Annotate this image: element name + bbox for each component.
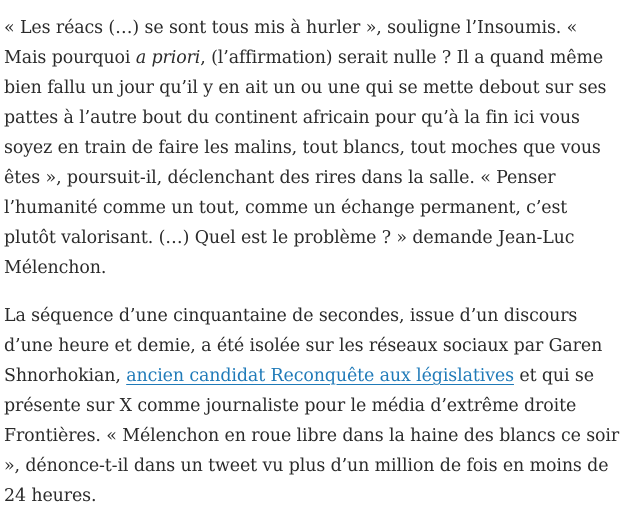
text-line: plutôt valorisant. (…) Quel est le problème ? » demande Jean-Luc — [4, 228, 575, 248]
text-line: d’une heure et demie, a été isolée sur les réseaux sociaux par Garen — [4, 336, 603, 356]
text-line: », dénonce-t-il dans un tweet vu plus d’un million de fois en moins de — [4, 456, 609, 476]
reconquete-candidate-link[interactable]: ancien candidat Reconquête aux législatives — [126, 366, 514, 386]
text-line — [4, 43, 626, 73]
text-line: l’humanité comme un tout, comme un échange permanent, c’est — [4, 198, 568, 218]
text-line: Frontières. « Mélenchon en roue libre dans la haine des blancs ce soir — [4, 426, 620, 446]
text-line: pattes à l’autre bout du continent africain pour qu’à la fin ici vous — [4, 108, 580, 128]
italic-phrase: a priori — [135, 48, 201, 68]
text-segment: , (l’affirmation) serait nulle ? Il a quand même — [200, 48, 604, 68]
text-line: soyez en train de faire les malins, tout blancs, tout moches que vous — [4, 138, 601, 158]
text-line: « Les réacs (…) se sont tous mis à hurler », souligne l’Insoumis. « — [4, 18, 578, 38]
text-line: La séquence d’une cinquantaine de secondes, issue d’un discours — [4, 306, 578, 326]
text-segment: Shnorhokian, — [4, 366, 127, 386]
text-line — [4, 361, 626, 391]
text-line: 24 heures. — [4, 486, 97, 506]
paragraph-context — [4, 301, 626, 511]
text-segment: et qui se — [513, 366, 594, 386]
text-segment: Mais pourquoi — [4, 48, 136, 68]
text-line: êtes », poursuit-il, déclenchant des rires dans la salle. « Penser — [4, 168, 556, 188]
paragraph-quote — [4, 0, 626, 283]
text-line: bien fallu un jour qu’il y en ait un ou une qui se mette debout sur ses — [4, 78, 607, 98]
article-body — [4, 0, 626, 511]
text-line: présente sur X comme journaliste pour le média d’extrême droite — [4, 396, 577, 416]
text-line: Mélenchon. — [4, 258, 107, 278]
